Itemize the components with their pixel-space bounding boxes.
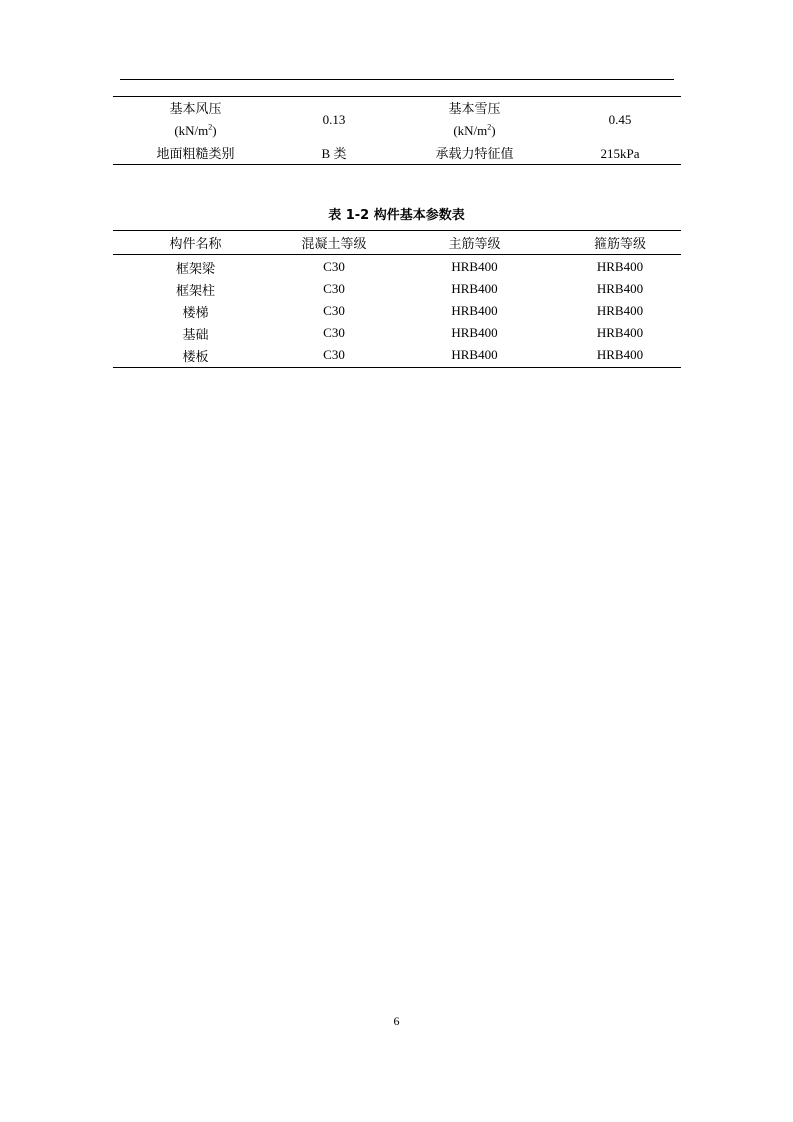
wind-pressure-unit (113, 120, 278, 142)
column-header: 主筋等级 (448, 236, 501, 251)
table-body (113, 255, 681, 367)
ground-roughness-label: 地面粗糙类别 (156, 146, 235, 161)
table-cell: HRB400 (596, 325, 644, 340)
table-cell: 框架柱 (175, 282, 215, 298)
ground-roughness-value: B 类 (321, 146, 347, 161)
unit-text: (kN/m (453, 123, 488, 138)
page-number: 6 (393, 1014, 400, 1028)
table-cell: HRB400 (596, 281, 644, 296)
basic-wind-pressure-label (113, 98, 278, 142)
basic-snow-pressure-label (390, 98, 559, 142)
unit-close: ) (491, 123, 496, 138)
unit-close: ) (212, 123, 217, 138)
site-parameters-table (113, 96, 681, 165)
header-rule (120, 79, 674, 80)
column-header: 构件名称 (169, 236, 222, 251)
snow-pressure-unit (390, 120, 559, 142)
table-row (113, 344, 681, 366)
unit-superscript: 2 (208, 122, 213, 132)
table-caption: 表 1-2 构件基本参数表 (328, 208, 465, 223)
table-cell: C30 (323, 325, 345, 340)
table-row (113, 278, 681, 300)
table-cell: 楼板 (182, 348, 209, 364)
table-row (113, 97, 681, 143)
table-cell: HRB400 (451, 259, 498, 274)
unit-text: (kN/m (174, 123, 209, 138)
table-cell: C30 (323, 303, 345, 318)
column-header: 箍筋等级 (593, 236, 646, 251)
table-cell: HRB400 (451, 347, 498, 362)
table-cell: 楼梯 (182, 304, 209, 320)
table-cell: 基础 (182, 326, 209, 342)
basic-snow-pressure-value: 0.45 (608, 112, 632, 127)
table-cell: HRB400 (451, 325, 498, 340)
table-row (113, 256, 681, 278)
table-cell: HRB400 (596, 303, 644, 318)
unit-superscript: 2 (487, 122, 492, 132)
table-cell: HRB400 (596, 347, 644, 362)
table-row (113, 300, 681, 322)
table-row (113, 143, 681, 164)
table-cell: HRB400 (451, 281, 498, 296)
table-cell: C30 (323, 281, 345, 296)
table-row (113, 322, 681, 344)
table-cell: 框架梁 (175, 260, 215, 276)
snow-pressure-title: 基本雪压 (448, 101, 501, 116)
table-cell: C30 (323, 259, 345, 274)
wind-pressure-title: 基本风压 (169, 101, 222, 116)
table-cell: C30 (323, 347, 345, 362)
table-header-row (113, 231, 681, 255)
column-header: 混凝土等级 (301, 236, 367, 251)
bearing-capacity-label: 承载力特征值 (435, 146, 514, 161)
basic-wind-pressure-value: 0.13 (322, 112, 346, 127)
bearing-capacity-value: 215kPa (600, 146, 640, 161)
table-cell: HRB400 (596, 259, 644, 274)
component-parameters-table (113, 230, 681, 368)
table-cell: HRB400 (451, 303, 498, 318)
